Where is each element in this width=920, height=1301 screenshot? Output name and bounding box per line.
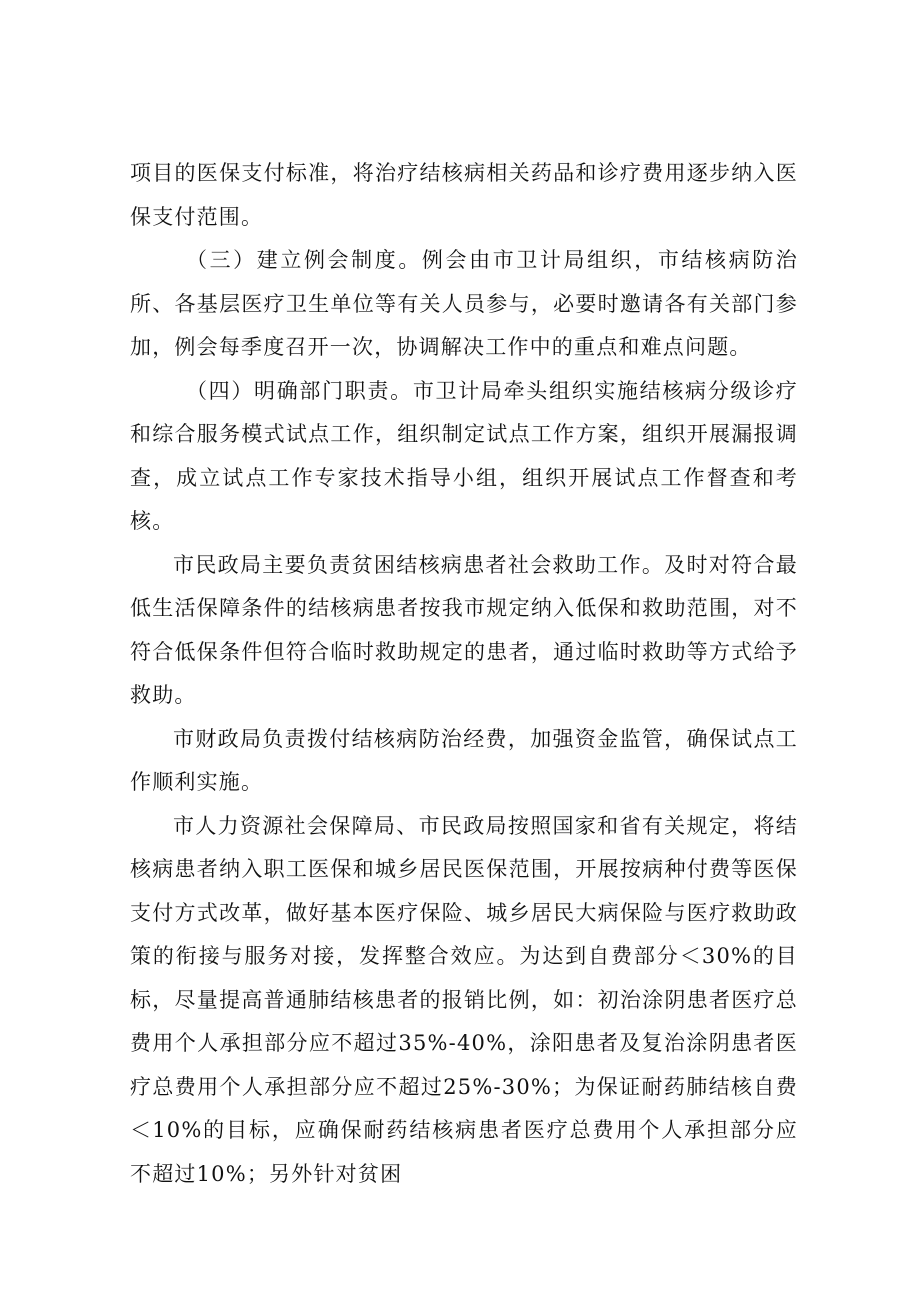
paragraph-finance: 市财政局负责拨付结核病防治经费，加强资金监管，确保试点工作顺利实施。	[130, 726, 798, 794]
paragraph-department-duties: （四）明确部门职责。市卫计局牵头组织实施结核病分级诊疗和综合服务模式试点工作，组织制定试点工作方案，组织开展漏报调查，成立试点工作专家技术指导小组，组织开展试点工作督查和考核。	[130, 378, 798, 533]
paragraph-human-resources: 市人力资源社会保障局、市民政局按照国家和省有关规定，将结核病患者纳入职工医保和城乡居民医保范围，开展按病种付费等医保支付方式改革，做好基本医疗保险、城乡居民大病保险与医疗救助政策的衔接与服务对接，发挥整合效应。为达到自费部分＜30%的目标，尽量提高普通肺结核患者的报销比例，如：初治涂阴患者医疗总费用个人承担部分应不超过35%-40%，涂阳患者及复治涂阴患者医疗总费用个人承担部分应不超过25%-30%；为保证耐药肺结核自费＜10%的目标，应确保耐药结核病患者医疗总费用个人承担部分应不超过10%；另外针对贫困	[130, 813, 798, 1186]
document-body	[130, 152, 798, 1196]
paragraph-meeting-system: （三）建立例会制度。例会由市卫计局组织，市结核病防治所、各基层医疗卫生单位等有关人员参与，必要时邀请各有关部门参加，例会每季度召开一次，协调解决工作中的重点和难点问题。	[130, 248, 798, 359]
paragraph-continuation: 项目的医保支付标准，将治疗结核病相关药品和诊疗费用逐步纳入医保支付范围。	[130, 161, 798, 229]
paragraph-civil-affairs: 市民政局主要负责贫困结核病患者社会救助工作。及时对符合最低生活保障条件的结核病患者按我市规定纳入低保和救助范围，对不符合低保条件但符合临时救助规定的患者，通过临时救助等方式给予救助。	[130, 552, 798, 707]
